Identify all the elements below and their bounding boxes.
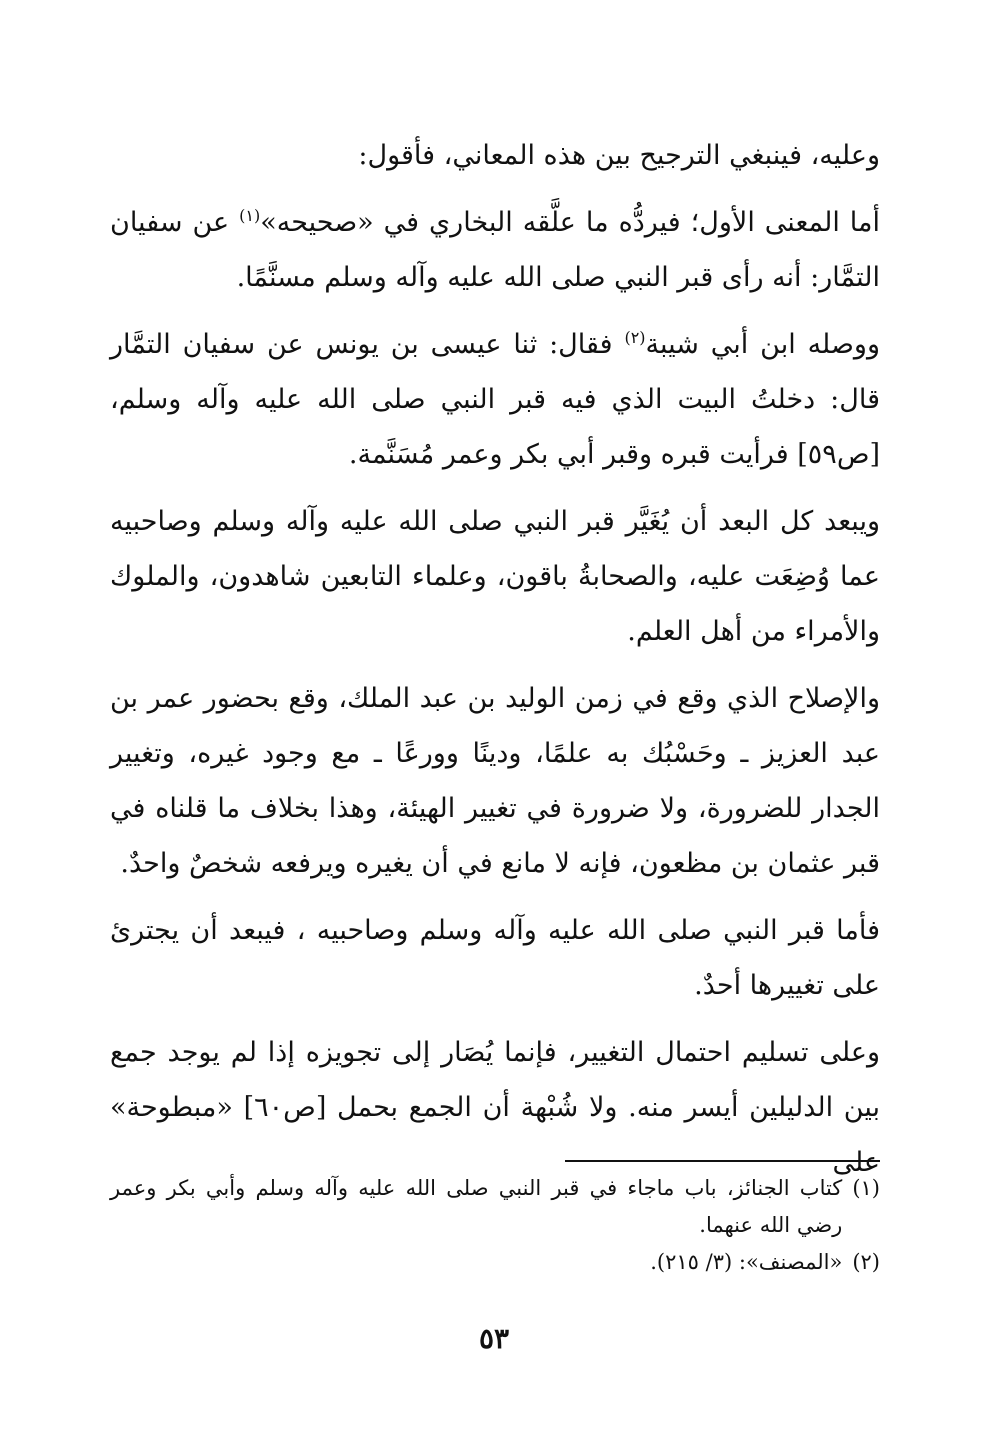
paragraph [110, 317, 880, 482]
paragraph [110, 195, 880, 305]
paragraph-text: ووصله ابن أبي شيبة [645, 329, 880, 360]
footnote-separator [565, 1160, 880, 1162]
footnote-text: كتاب الجنائز، باب ماجاء في قبر النبي صلى الله عليه وآله وسلم وأبي بكر وعمر رضي الله عنهما. [110, 1176, 843, 1237]
paragraph-text: وعلى تسليم احتمال التغيير، فإنما يُصَار إلى تجويزه إذا لم يوجد جمع بين الدليلين أيسر منه. ولا شُبْهة أن الجمع بحمل [ص٦٠] «مبطوحة» على [110, 1037, 881, 1178]
paragraph-text: عن سفيان التمَّار: أنه رأى قبر النبي صلى الله عليه وآله وسلم مسنَّمًا. [110, 207, 880, 293]
footnote [110, 1244, 880, 1281]
footnote-marker: (١) [239, 206, 261, 225]
paragraph [110, 494, 880, 659]
paragraph-text: فقال: ثنا عيسى بن يونس عن سفيان التمَّار قال: دخلتُ البيت الذي فيه قبر النبي صلى الله عليه وآله وسلم، [ص٥٩] فرأيت قبره وقبر أبي بكر وعمر مُسَنَّمة. [110, 329, 880, 470]
paragraph-text: وعليه، فينبغي الترجيح بين هذه المعاني، فأقول: [358, 140, 880, 171]
footnote-number: (١) [852, 1176, 880, 1200]
paragraph [110, 903, 880, 1013]
footnote [110, 1170, 880, 1244]
paragraph-text: أما المعنى الأول؛ فيردُّه ما علَّقه البخاري في «صحيحه» [260, 207, 880, 238]
paragraph-text: ويبعد كل البعد أن يُغَيَّر قبر النبي صلى الله عليه وآله وسلم وصاحبيه عما وُضِعَت عليه، والصحابةُ باقون، وعلماء التابعين شاهدون، والملوك والأمراء من أهل العلم. [110, 506, 880, 647]
footnote-number: (٢) [852, 1250, 880, 1274]
paragraph [110, 1025, 880, 1190]
paragraph [110, 128, 880, 183]
page-number: ٥٣ [478, 1322, 510, 1355]
footnote-text: «المصنف»: (٣/ ٢١٥). [650, 1250, 843, 1274]
footnotes [110, 1170, 880, 1281]
paragraph-text: فأما قبر النبي صلى الله عليه وآله وسلم وصاحبيه ، فيبعد أن يجترئ على تغييرها أحدٌ. [110, 915, 880, 1001]
paragraph-text: والإصلاح الذي وقع في زمن الوليد بن عبد الملك، وقع بحضور عمر بن عبد العزيز ـ وحَسْبُك به علمًا، ودينًا وورعًا ـ مع وجود غيره، وتغيير الجدار للضرورة، ولا ضرورة في تغيير الهيئة، وهذا بخلاف ما قلناه في قبر عثمان بن مظعون، فإنه لا مانع في أن يغيره ويرفعه شخصٌ واحدٌ. [110, 683, 880, 879]
footnote-marker: (٢) [624, 328, 646, 347]
main-text [110, 128, 880, 1202]
paragraph [110, 671, 880, 891]
